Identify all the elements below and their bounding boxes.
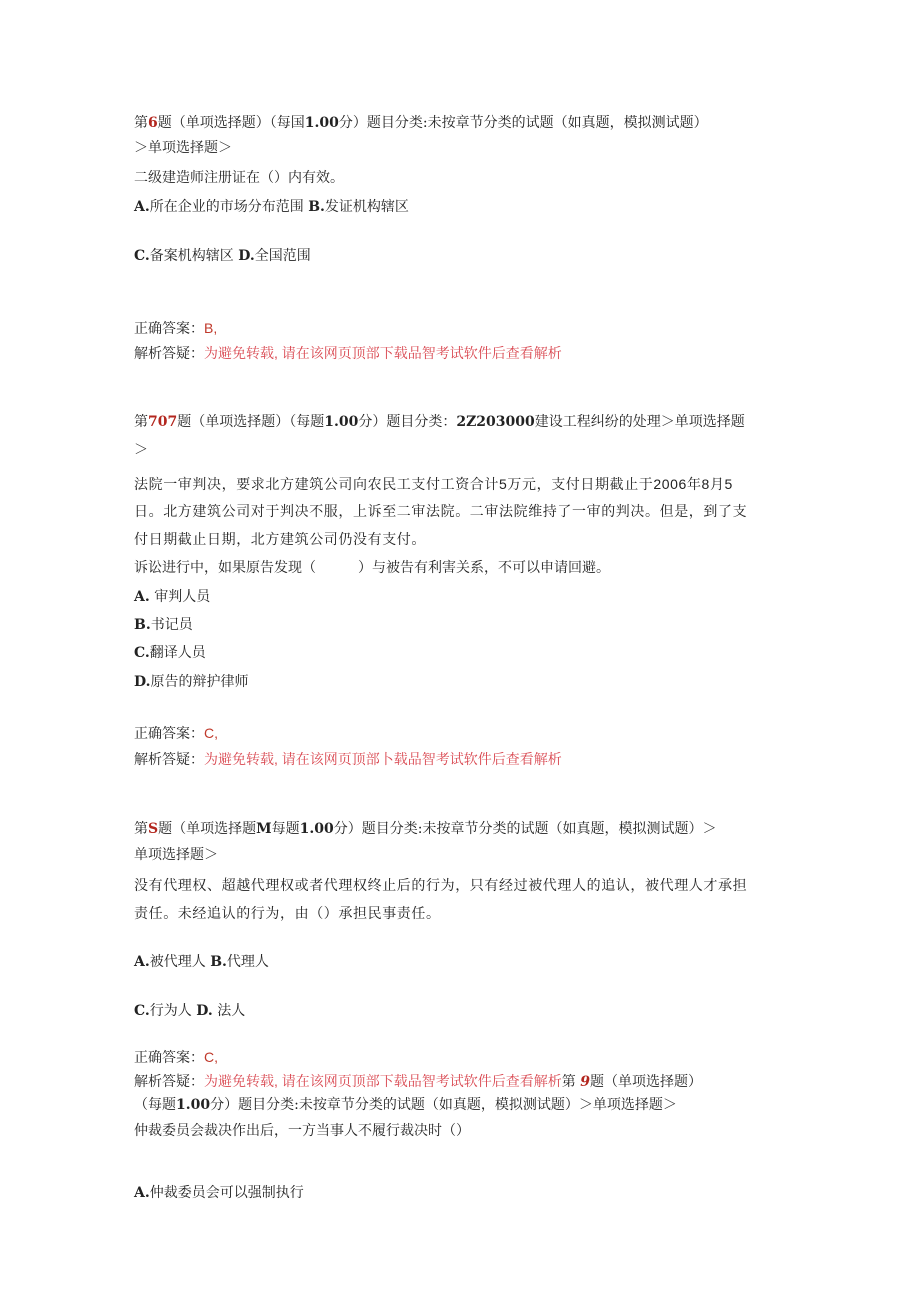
q3-header-cont: 单项选择题＞ [134,847,218,863]
q3-stem-line1: 没有代理权、超越代理权或者代理权终止后的行为，只有经过被代理人的追认，被代理人才承担 [134,878,748,894]
q2-score: 1.00 [324,414,359,430]
q2-case-line3: 付日期截止日期，北方建筑公司仍没有支付。 [134,532,426,548]
option-d-key: D. [134,674,151,690]
answer-label: 正确答案： [134,726,204,742]
q2-answer [134,723,218,744]
case-text: 法院一审判决，要求北方建筑公司向农民工支付工资合计 [134,477,499,493]
analysis-link[interactable]: 为避免转载, 请在该网页顶部下载品智考试软件后查看解析 [204,345,562,361]
q3-score: 1.00 [299,821,334,837]
q1-type: 题（单项选择题）（每国 [157,115,305,131]
answer-value: C, [204,1049,218,1065]
option-d-text: 全国范围 [254,248,311,264]
q4-score: 1.00 [176,1097,211,1113]
q3-analysis [134,1071,702,1092]
q2-category-code: 2Z203000 [456,414,535,430]
option-a-text: 仲裁委员会可以强制执行 [149,1185,304,1201]
case-text: 月 [709,477,725,493]
q1-prefix: 第 [134,115,148,131]
option-a-key: A. [134,1185,150,1201]
q1-stem: 二级建造师注册证在（）内有效。 [134,170,344,186]
q4-category: 分）题目分类:未按章节分类的试题（如真题，模拟测试题）＞单项选择题＞ [210,1097,677,1113]
q3-number: S [148,821,159,837]
option-a-key: A. [134,954,150,970]
q2-type: 题（单项选择题）（每题 [177,414,325,430]
option-d-text: 法人 [212,1003,246,1019]
option-b-text: 发证机构辖区 [324,199,409,215]
case-year: 2006 [653,476,687,492]
option-c-text: 翻译人员 [149,645,206,661]
q3-prefix: 第 [134,821,148,837]
analysis-link[interactable]: 为避免转载, 请在该网页顶部卜载品智考试软件后查看解析 [204,751,562,767]
case-number: 5 [499,476,508,492]
q1-header-cont: ＞单项选择题＞ [134,140,232,156]
q4-stem: 仲裁委员会裁决作出后，一方当事人不履行裁决时（） [134,1123,470,1139]
analysis-link[interactable]: 为避免转载, 请在该网页顶部下载品智考试软件后查看解析 [204,1073,562,1089]
q4-prefix: 第 [561,1074,576,1090]
case-month: 8 [701,476,710,492]
answer-value: C, [204,725,218,741]
q3-header [134,819,716,839]
q2-number: 707 [148,414,178,430]
option-c-text: 行为人 [149,1003,192,1019]
case-day: 5 [724,476,733,492]
q3-options-ab [134,952,269,972]
option-c-key: C. [134,645,150,661]
analysis-label: 解析答疑： [134,346,204,362]
option-a-text: 所在企业的市场分布范围 [149,199,304,215]
q2-header-cont: ＞ [134,442,148,458]
q2-option-d [134,672,249,692]
option-c-key: C. [134,248,150,264]
q3-m: M [256,821,272,837]
q2-case-line1 [134,474,733,495]
case-text: 万元，支付日期截止于 [507,477,654,493]
analysis-label: 解析答疑： [134,752,204,768]
option-d-key: D. [238,248,255,264]
q4-header-cont [134,1095,677,1115]
q2-option-a [134,587,210,607]
answer-label: 正确答案： [134,1050,204,1066]
q4-per: （每题 [134,1097,176,1113]
q2-category-label: 分）题目分类： [358,414,457,430]
option-b-text: 代理人 [226,954,269,970]
q2-case-line2: 日。北方建筑公司对于判决不服，上诉至二审法院。二审法院维持了一审的判决。但是，到了支 [134,504,748,520]
q3-answer [134,1047,218,1068]
option-a-text: 审判人员 [149,589,211,605]
option-d-key: D. [196,1003,213,1019]
q3-per: 每题 [271,821,300,837]
q1-answer [134,318,217,339]
q1-options-ab [134,197,409,217]
option-c-text: 备案机构辖区 [149,248,234,264]
q4-type: 题（单项选择题） [589,1074,702,1090]
option-c-key: C. [134,1003,150,1019]
q1-number: 6 [148,115,158,131]
q1-analysis [134,343,562,364]
answer-value: B, [204,320,218,336]
q3-category: 分）题目分类:未按章节分类的试题（如真题，模拟测试题）＞ [333,821,717,837]
q2-analysis [134,749,562,770]
q4-option-a [134,1183,304,1203]
option-b-text: 书记员 [150,617,193,633]
q1-header [134,113,708,133]
q2-prefix: 第 [134,414,148,430]
q3-type: 题（单项选择题 [158,821,257,837]
q2-category: 建设工程纠纷的处理＞单项选择题 [534,414,745,430]
analysis-label: 解析答疑： [134,1074,204,1090]
q2-option-c [134,643,206,663]
option-b-key: B. [210,954,227,970]
q2-header [134,412,745,432]
q1-score: 1.00 [304,115,339,131]
case-text: 年 [686,477,702,493]
answer-label: 正确答案： [134,321,204,337]
q2-option-b [134,615,193,635]
q1-category: 分）题目分类:未按章节分类的试题（如真题，模拟测试题） [338,115,708,131]
option-d-text: 原告的辩护律师 [150,674,249,690]
q3-stem-line2: 责任。未经追认的行为，由（）承担民事责任。 [134,906,441,922]
option-a-key: A. [134,199,150,215]
option-a-text: 被代理人 [149,954,206,970]
q1-options-cd [134,246,311,266]
option-b-key: B. [308,199,325,215]
q4-number: 9 [580,1074,590,1090]
option-b-key: B. [134,617,151,633]
q2-stem: 诉讼进行中，如果原告发现（ ）与被告有利害关系，不可以申请回避。 [134,560,610,576]
option-a-key: A. [134,589,150,605]
q3-options-cd [134,1001,245,1021]
